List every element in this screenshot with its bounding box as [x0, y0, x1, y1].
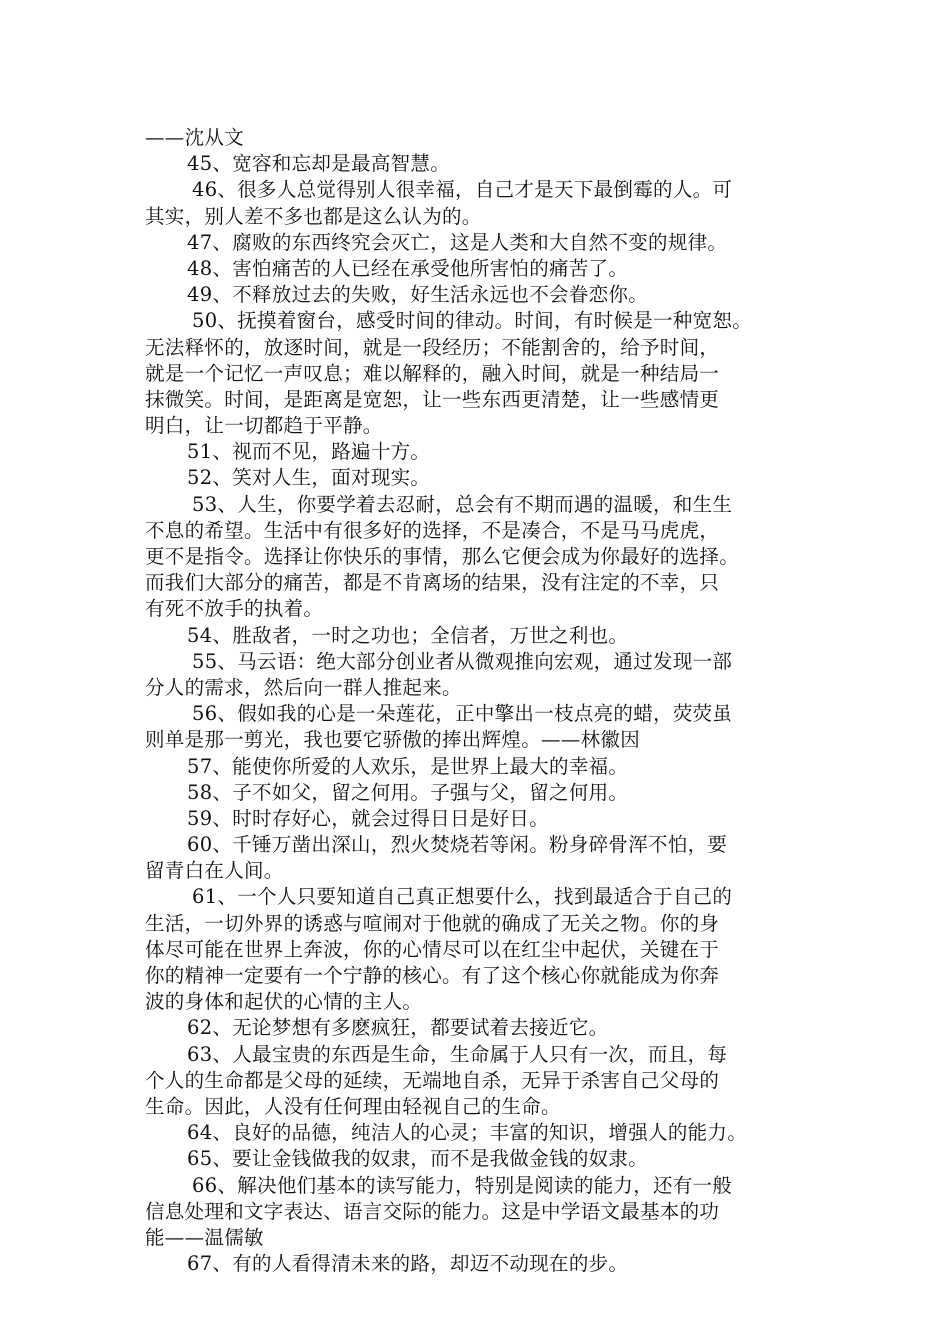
text-line: 49、不释放过去的失败，好生活永远也不会眷恋你。	[187, 283, 649, 307]
text-line: 有死不放手的执着。	[145, 597, 324, 621]
text-line: 47、腐败的东西终究会灭亡，这是人类和大自然不变的规律。	[187, 230, 728, 254]
text-line: 65、要让金钱做我的奴隶，而不是我做金钱的奴隶。	[187, 1147, 649, 1171]
text-line: 60、千锤万凿出深山，烈火焚烧若等闲。粉身碎骨浑不怕，要	[187, 833, 728, 857]
text-line: 46、很多人总觉得别人很幸福，自己才是天下最倒霉的人。可	[192, 178, 733, 202]
text-line: 45、宽容和忘却是最高智慧。	[187, 152, 451, 176]
text-line: 个人的生命都是父母的延续，无端地自杀，无异于杀害自己父母的	[145, 1068, 720, 1092]
text-line: 信息处理和文字表达、语言交际的能力。这是中学语文最基本的功	[145, 1199, 720, 1223]
text-line: 而我们大部分的痛苦，都是不肯离场的结果，没有注定的不幸，只	[145, 571, 720, 595]
text-line: 分人的需求，然后向一群人推起来。	[145, 675, 462, 699]
text-line: 54、胜敌者，一时之功也；全信者，万世之利也。	[187, 623, 629, 647]
text-line: 你的精神一定要有一个宁静的核心。有了这个核心你就能成为你奔	[145, 964, 720, 987]
text-line: 更不是指令。选择让你快乐的事情，那么它便会成为你最好的选择。	[145, 545, 740, 568]
text-line: 无法释怀的，放逐时间，就是一段经历；不能割舍的，给予时间，	[145, 335, 720, 359]
text-line: 则单是那一剪光，我也要它骄傲的捧出辉煌。——林徽因	[145, 728, 641, 752]
text-line: 体尽可能在世界上奔波，你的心情尽可以在红尘中起伏，关键在于	[145, 937, 720, 961]
text-line: 66、解决他们基本的读写能力，特别是阅读的能力，还有一般	[192, 1173, 733, 1197]
text-line: 52、笑对人生，面对现实。	[187, 466, 431, 490]
text-line: 50、抚摸着窗台，感受时间的律动。时间，有时候是一种宽恕。	[192, 309, 753, 333]
text-line: 其实，别人差不多也都是这么认为的。	[145, 204, 482, 228]
text-line: 波的身体和起伏的心情的主人。	[145, 990, 423, 1014]
text-line: 59、时时存好心，就会过得日日是好日。	[187, 806, 550, 830]
text-line: 48、害怕痛苦的人已经在承受他所害怕的痛苦了。	[187, 256, 629, 280]
text-line: 生命。因此，人没有任何理由轻视自己的生命。	[145, 1094, 561, 1118]
text-line: 62、无论梦想有多麽疯狂，都要试着去接近它。	[187, 1016, 609, 1040]
text-line: 64、良好的品德，纯洁人的心灵；丰富的知识，增强人的能力。	[187, 1121, 748, 1145]
text-line: ——沈从文	[145, 126, 244, 149]
text-line: 58、子不如父，留之何用。子强与父，留之何用。	[187, 780, 629, 804]
text-line: 63、人最宝贵的东西是生命，生命属于人只有一次，而且，每	[187, 1042, 728, 1066]
text-line: 56、假如我的心是一朵莲花，正中擎出一枝点亮的蜡，荧荧虽	[192, 702, 733, 726]
text-line: 抹微笑。时间，是距离是宽恕，让一些东西更清楚，让一些感情更	[145, 387, 720, 411]
text-line: 61、一个人只要知道自己真正想要什么，找到最适合于自己的	[192, 885, 733, 909]
text-line: 留青白在人间。	[145, 859, 284, 883]
text-line: 57、能使你所爱的人欢乐，是世界上最大的幸福。	[187, 754, 629, 778]
text-line: 不息的希望。生活中有很多好的选择，不是凑合，不是马马虎虎，	[145, 518, 720, 542]
text-line: 53、人生，你要学着去忍耐，总会有不期而遇的温暖，和生生	[192, 492, 733, 516]
text-line: 55、马云语：绝大部分创业者从微观推向宏观，通过发现一部	[192, 649, 733, 673]
document-body	[145, 125, 825, 1277]
text-line: 67、有的人看得清未来的路，却迈不动现在的步。	[187, 1252, 629, 1276]
text-line: 能——温儒敏	[145, 1225, 264, 1249]
text-line: 明白，让一切都趋于平静。	[145, 414, 383, 438]
text-line: 生活，一切外界的诱惑与喧闹对于他就的确成了无关之物。你的身	[145, 911, 720, 935]
text-line: 51、视而不见，路遍十方。	[187, 440, 431, 464]
text-line: 就是一个记忆一声叹息；难以解释的，融入时间，就是一种结局一	[145, 361, 720, 385]
